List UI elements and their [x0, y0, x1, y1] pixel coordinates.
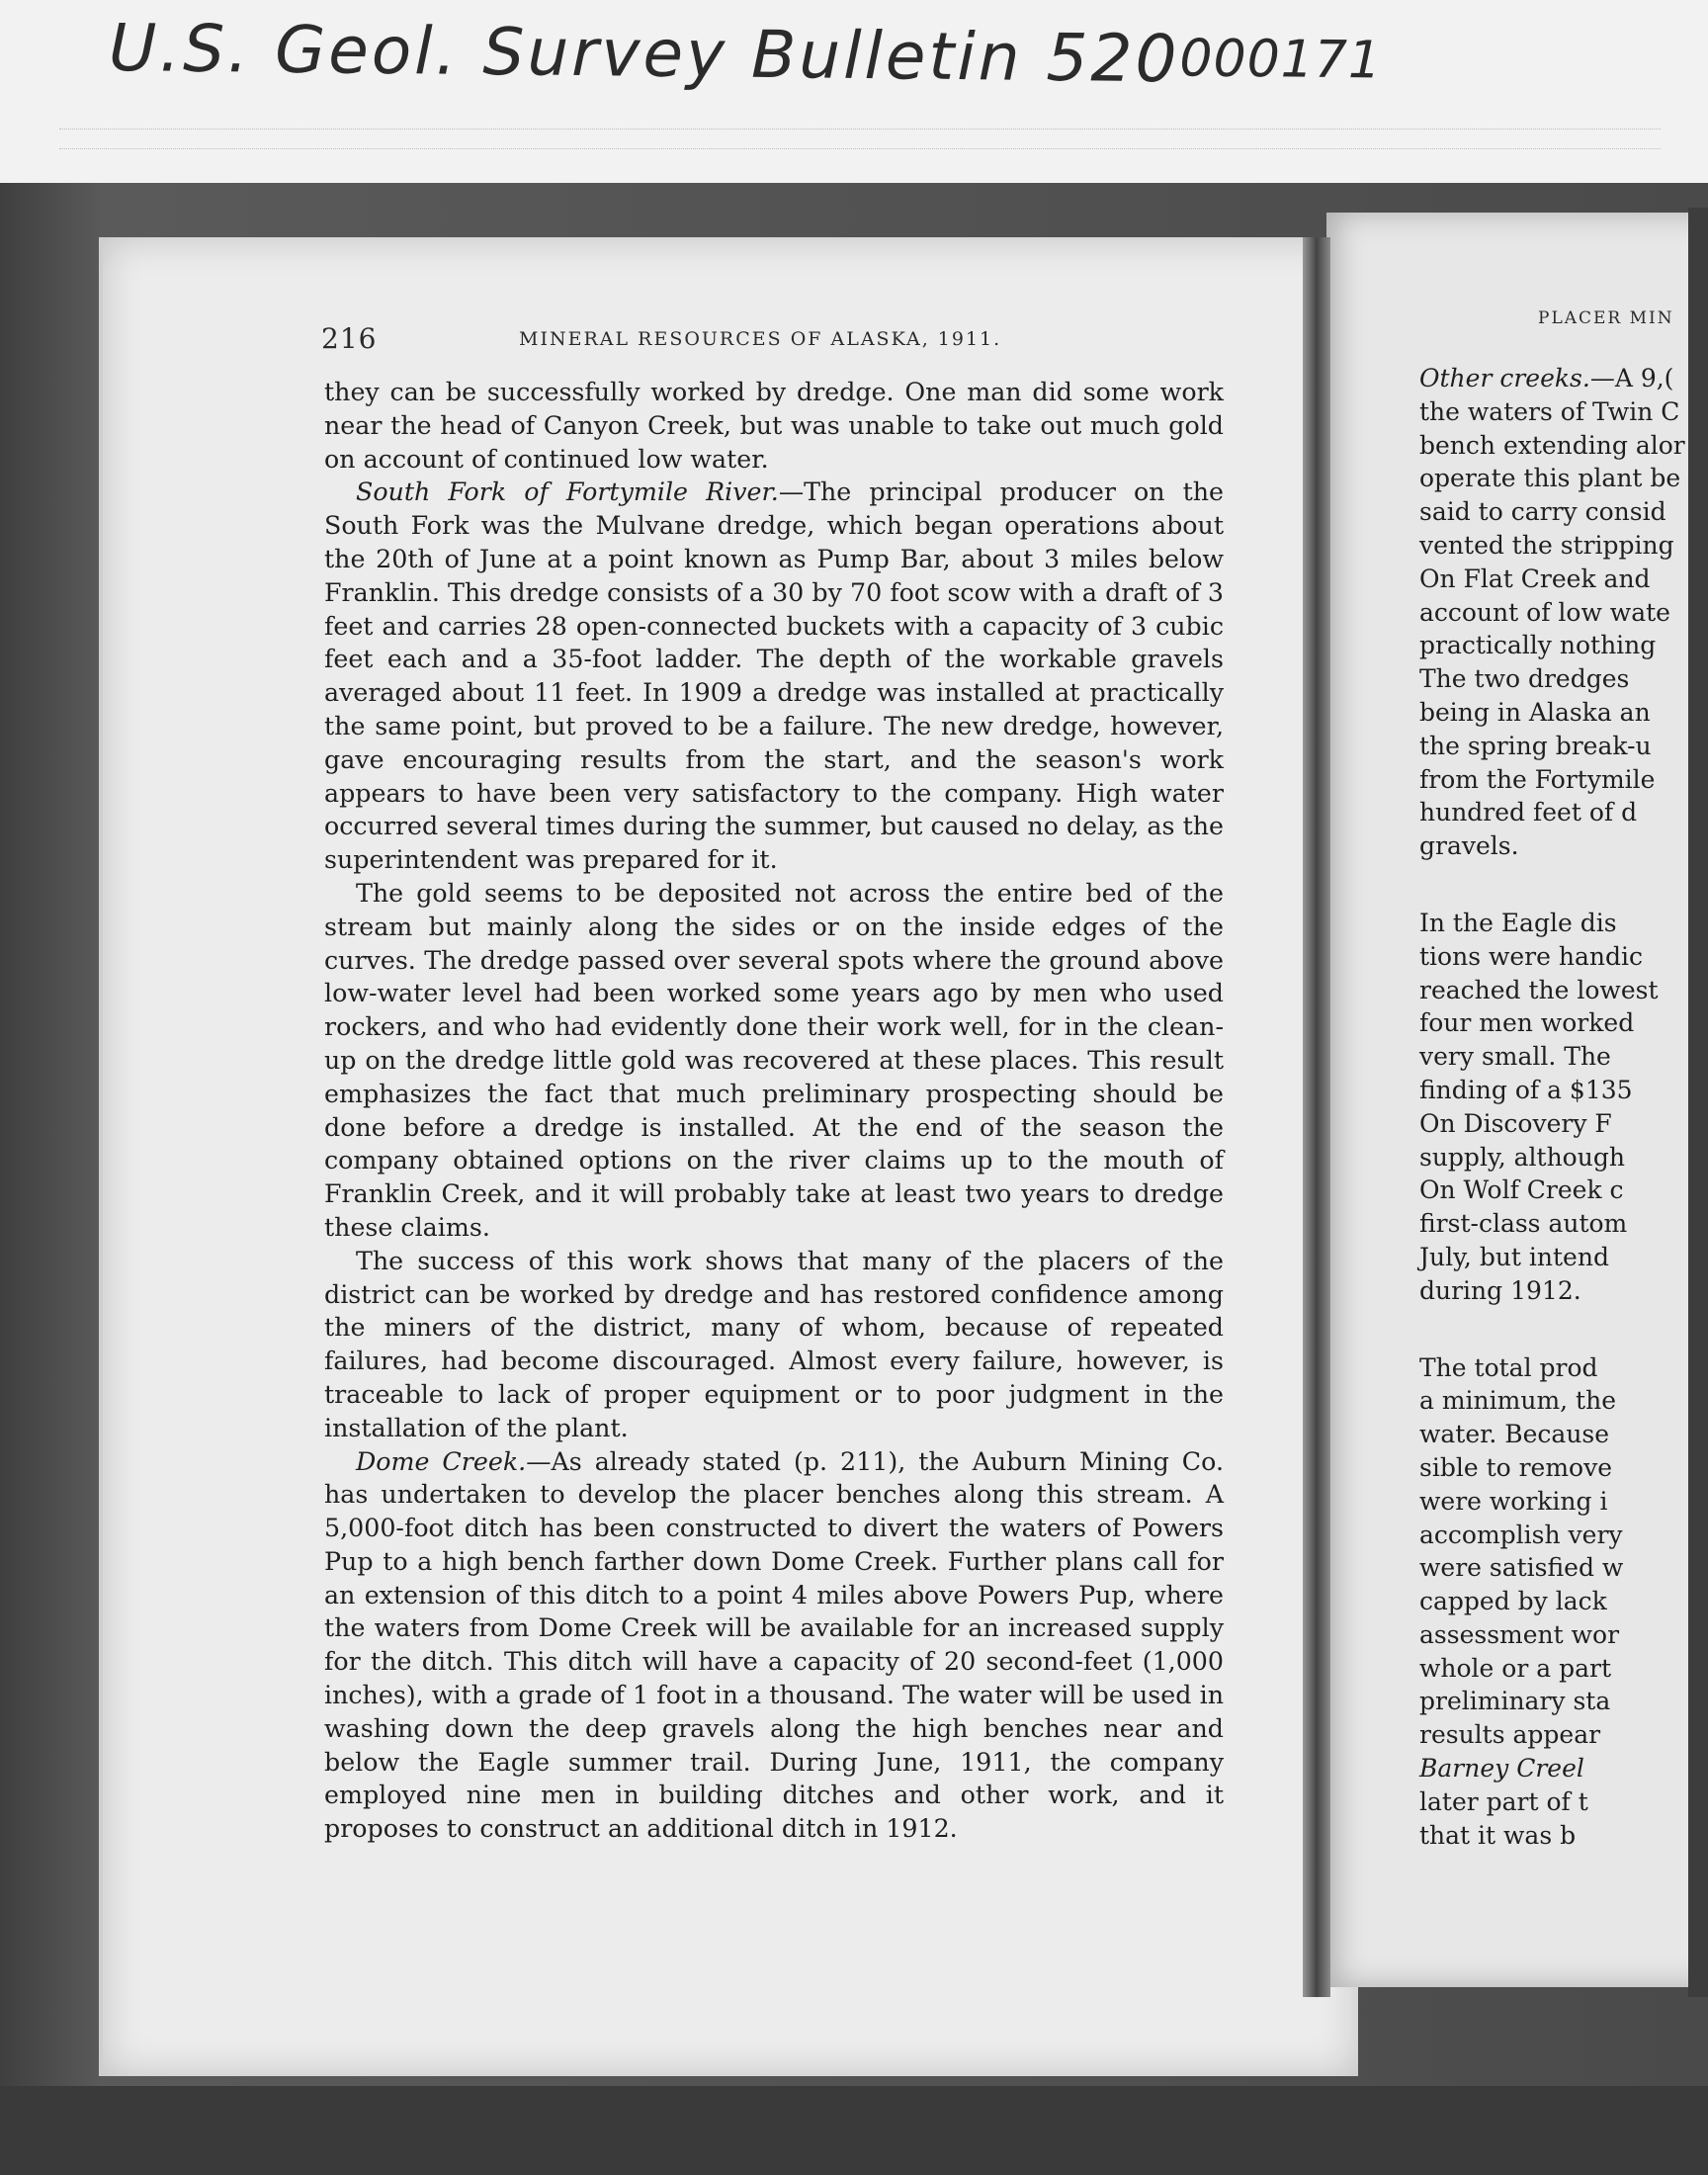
text-line: [1419, 730, 1694, 763]
text-line: [1419, 1241, 1694, 1274]
text-line: [1419, 495, 1694, 529]
paragraph: [324, 877, 1224, 1245]
text-line: [1419, 563, 1694, 596]
line-text: the waters of Twin C: [1419, 396, 1680, 426]
text-line: [1419, 529, 1694, 563]
line-text: from the Fortymile: [1419, 764, 1656, 794]
line-text: On Wolf Creek c: [1419, 1175, 1624, 1205]
line-text: preliminary sta: [1419, 1687, 1611, 1716]
text-line: [1419, 462, 1694, 495]
ruled-line: [59, 148, 1661, 149]
text-line: [1419, 1819, 1694, 1853]
text-line: [1419, 1074, 1694, 1107]
line-text: hundred feet of d: [1419, 798, 1638, 827]
section-gap: [1419, 863, 1694, 907]
page-number: 216: [321, 322, 378, 355]
line-text: accomplish very: [1419, 1520, 1623, 1549]
line-text: operate this plant be: [1419, 464, 1681, 493]
line-text: later part of t: [1419, 1786, 1588, 1816]
right-page-column: [1419, 362, 1694, 1852]
text-line: [1419, 662, 1694, 696]
line-text: capped by lack: [1419, 1587, 1607, 1616]
scan-bottom-edge: [0, 2086, 1708, 2175]
text-line: [1419, 1752, 1694, 1785]
handwritten-text: U.S. Geol. Survey Bulletin 520: [108, 10, 1180, 98]
text-line: [1419, 1718, 1694, 1752]
line-text: supply, although: [1419, 1142, 1625, 1172]
line-text: being in Alaska an: [1419, 697, 1651, 727]
line-text: bench extending alor: [1419, 430, 1685, 460]
line-text: a minimum, the: [1419, 1386, 1616, 1416]
text-line: [1419, 1519, 1694, 1552]
line-text: assessment wor: [1419, 1619, 1620, 1649]
text-line: [1419, 1384, 1694, 1418]
line-text: finding of a $135: [1419, 1075, 1633, 1104]
line-text: —A 9,(: [1589, 364, 1674, 392]
text-line: [1419, 1485, 1694, 1519]
line-text: that it was b: [1419, 1820, 1577, 1850]
text-line: [1419, 1585, 1694, 1618]
text-line: [1419, 395, 1694, 429]
text-line: [1419, 629, 1694, 662]
text-line: [1419, 1006, 1694, 1040]
handwritten-label: [109, 10, 1383, 99]
line-text: the spring break-u: [1419, 731, 1652, 760]
text-line: [1419, 974, 1694, 1007]
paragraph: [324, 1245, 1224, 1445]
text-line: [1419, 596, 1694, 630]
line-text: The total prod: [1419, 1352, 1598, 1382]
line-text: sible to remove: [1419, 1452, 1613, 1482]
running-head: MINERAL RESOURCES OF ALASKA, 1911.: [519, 328, 1002, 350]
text-line: [1419, 429, 1694, 463]
line-text: July, but intend: [1419, 1242, 1609, 1271]
text-line: [1419, 1274, 1694, 1308]
paragraph: [324, 1445, 1224, 1847]
left-page-header: [321, 322, 1211, 355]
line-text: results appear: [1419, 1720, 1601, 1750]
line-text: reached the lowest: [1419, 975, 1659, 1004]
paragraph-text: The success of this work shows that many of the placers of the district can be worked by dredge and has restored confidence among the miners of the district, many of whom, because of repeated failures, had become discouraged. Almost every failure, however, is traceable to lack of proper equipment or to poor judgment in the installation of the plant.: [324, 1246, 1224, 1442]
right-page-clip: [1326, 213, 1694, 1987]
text-line: [1419, 696, 1694, 730]
line-text: tions were handic: [1419, 941, 1643, 971]
line-text: In the Eagle dis: [1419, 908, 1617, 937]
section-gap: [1419, 1308, 1694, 1351]
line-text: practically nothing: [1419, 631, 1657, 660]
line-text: gravels.: [1419, 831, 1519, 861]
paragraph-text: —As already stated (p. 211), the Auburn Mining Co. has undertaken to develop the placer benches along this stream. A 5,000-foot ditch has been constructed to divert the waters of Powers Pup to a high bench farther down Dome Creek. Further plans call for an extension of this ditch to a point 4 miles above Powers Pup, where the waters from Dome Creek will be available for an increased supply for the ditch. This ditch will have a capacity of 20 second-feet (1,000 inches), with a grade of 1 foot in a thousand. The water will be used in washing down the deep gravels along the high benches near and below the Eagle summer trail. During June, 1911, the company employed nine men in building ditches and other work, and it proposes to construct an additional ditch in 1912.: [324, 1446, 1224, 1844]
text-line: [1419, 907, 1694, 940]
paragraph-text: —The principal producer on the South Fork was the Mulvane dredge, which began operations about the 20th of June at a point known as Pump Bar, about 3 miles below Franklin. This dredge consists of a 30 by 70 foot scow with a draft of 3 feet and carries 28 open-connected buckets with a capacity of 3 cubic feet each and a 35-foot ladder. The depth of the workable gravels averaged about 11 feet. In 1909 a dredge was installed at practically the same point, but proved to be a failure. The new dredge, however, gave encouraging results from the start, and the season's work appears to have been very satisfactory to the company. High water occurred several times during the summer, but caused no delay, as the superintendent was prepared for it.: [324, 478, 1224, 875]
text-line: [1419, 1685, 1694, 1718]
line-text: four men worked: [1419, 1008, 1635, 1038]
text-line: [1419, 1551, 1694, 1585]
text-line: [1419, 1107, 1694, 1141]
paragraph-heading: South Fork of Fortymile River.: [356, 478, 779, 507]
paragraph: [324, 376, 1224, 476]
text-line: [1419, 1451, 1694, 1485]
text-line: [1419, 362, 1694, 395]
line-text: vented the stripping: [1419, 530, 1674, 560]
line-text: were satisfied w: [1419, 1553, 1624, 1583]
text-line: [1419, 1174, 1694, 1207]
right-scan-edge: [1688, 208, 1708, 1997]
text-line: [1419, 829, 1694, 863]
label-strip: [0, 0, 1708, 183]
text-line: [1419, 1785, 1694, 1819]
text-line: [1419, 1418, 1694, 1451]
right-running-head: PLACER MIN: [1538, 308, 1674, 328]
text-line: [1419, 796, 1694, 829]
line-text: very small. The: [1419, 1042, 1611, 1072]
ruled-line: [59, 129, 1661, 130]
paragraph-text: The gold seems to be deposited not across the entire bed of the stream but mainly along the sides or on the inside edges of the curves. The dredge passed over several spots where the ground above low-water level had been worked some years ago by men who used rockers, and who had evidently done their work well, for in the clean-up on the dredge little gold was recovered at these places. This result emphasizes the fact that much preliminary prospecting should be done before a dredge is installed. At the end of the season the company obtained options on the river claims up to the mouth of Franklin Creek, and it will probably take at least two years to dredge these claims.: [324, 878, 1224, 1242]
line-text: On Discovery F: [1419, 1108, 1612, 1138]
paragraph-heading: Dome Creek.: [356, 1446, 527, 1476]
paragraph-text: they can be successfully worked by dredge. One man did some work near the head of Canyon Creek, but was unable to take out much gold on account of continued low water.: [324, 378, 1224, 474]
line-text: were working i: [1419, 1486, 1608, 1516]
line-text: first-class autom: [1419, 1209, 1628, 1239]
line-text: said to carry consid: [1419, 497, 1666, 527]
left-page-body: [324, 376, 1224, 1846]
text-line: [1419, 1141, 1694, 1174]
paragraph: [324, 476, 1224, 877]
line-text: On Flat Creek and: [1419, 564, 1651, 593]
line-heading: Other creeks.: [1419, 364, 1590, 392]
line-text: water. Because: [1419, 1420, 1610, 1449]
text-line: [1419, 1207, 1694, 1241]
line-text: account of low wate: [1419, 597, 1670, 627]
line-text: during 1912.: [1419, 1275, 1581, 1305]
line-text: The two dredges: [1419, 664, 1630, 694]
text-line: [1419, 763, 1694, 797]
stamp-number: 000171: [1179, 29, 1383, 91]
line-text: whole or a part: [1419, 1653, 1611, 1683]
text-line: [1419, 1040, 1694, 1074]
text-line: [1419, 940, 1694, 974]
line-heading: Barney Creel: [1419, 1754, 1584, 1784]
text-line: [1419, 1351, 1694, 1385]
text-line: [1419, 1652, 1694, 1686]
text-line: [1419, 1618, 1694, 1652]
